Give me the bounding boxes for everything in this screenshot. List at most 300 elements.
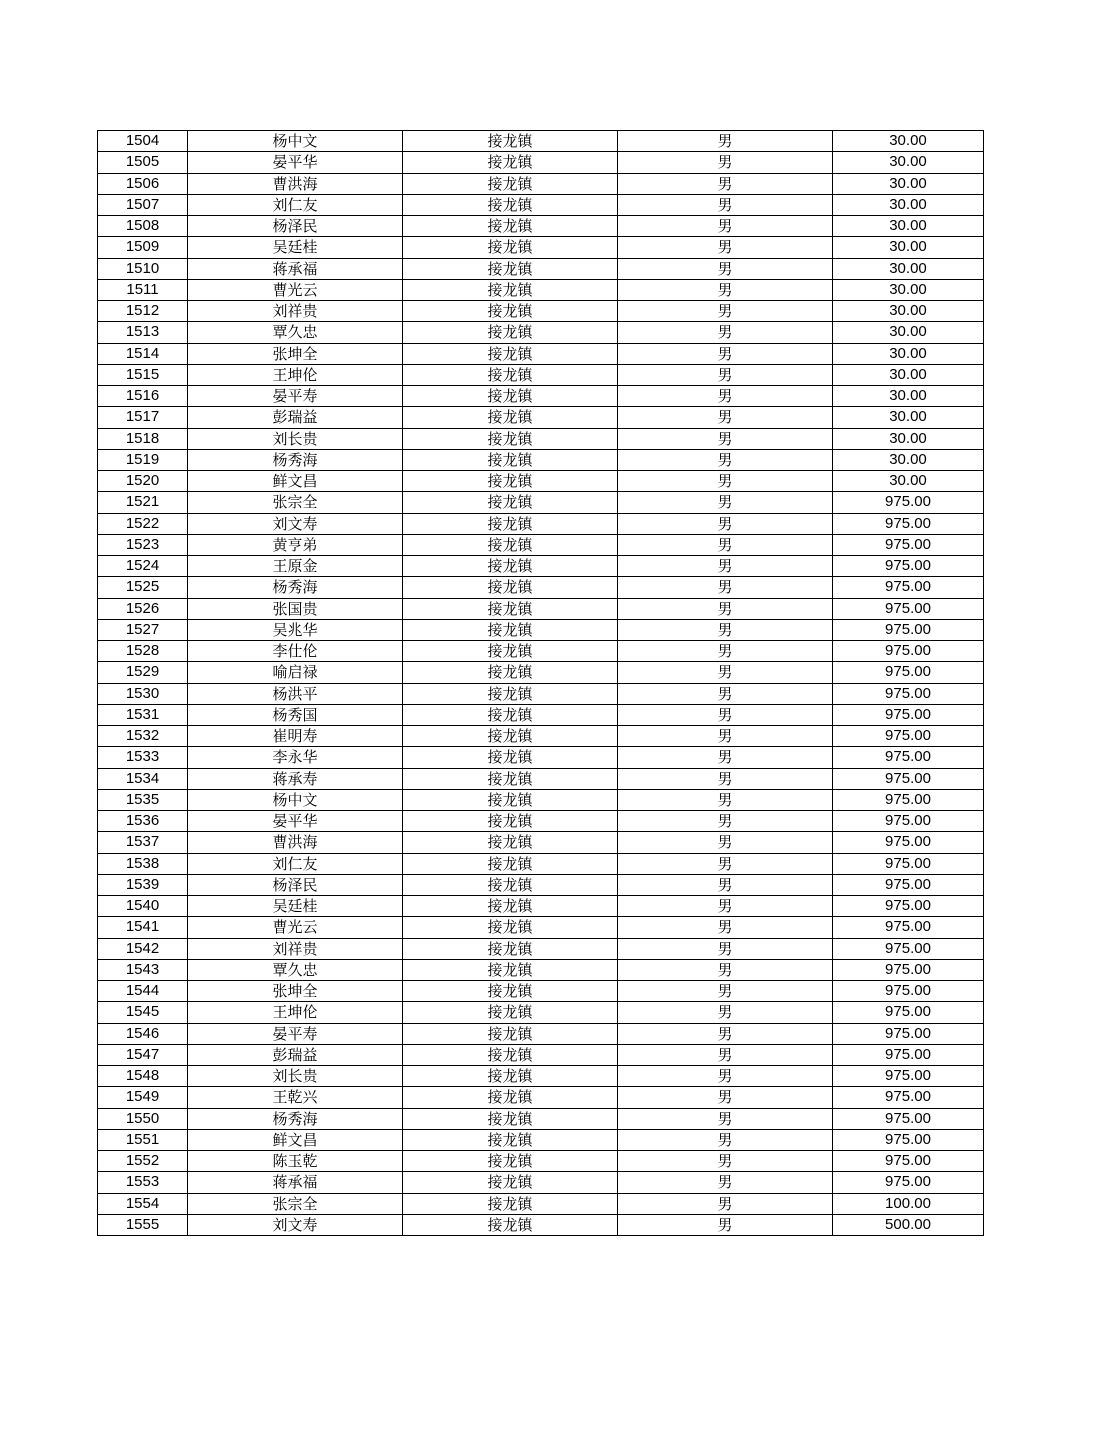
cell-gender: 男 [618,747,833,768]
cell-town: 接龙镇 [403,917,618,938]
table-row [98,279,984,300]
cell-gender: 男 [618,258,833,279]
cell-name: 杨泽民 [188,874,403,895]
cell-town: 接龙镇 [403,1002,618,1023]
cell-id: 1504 [98,131,188,152]
cell-id: 1514 [98,343,188,364]
cell-town: 接龙镇 [403,1214,618,1235]
cell-id: 1531 [98,704,188,725]
cell-id: 1517 [98,407,188,428]
cell-town: 接龙镇 [403,1023,618,1044]
table-row [98,619,984,640]
cell-name: 杨洪平 [188,683,403,704]
cell-gender: 男 [618,683,833,704]
table-row [98,1087,984,1108]
table-row [98,917,984,938]
cell-gender: 男 [618,513,833,534]
cell-id: 1511 [98,279,188,300]
table-row [98,598,984,619]
table-row [98,1044,984,1065]
cell-town: 接龙镇 [403,747,618,768]
cell-id: 1551 [98,1129,188,1150]
table-row [98,471,984,492]
cell-town: 接龙镇 [403,1108,618,1129]
cell-name: 彭瑞益 [188,407,403,428]
cell-town: 接龙镇 [403,1044,618,1065]
cell-id: 1530 [98,683,188,704]
table-row [98,1172,984,1193]
cell-gender: 男 [618,1087,833,1108]
cell-amount: 975.00 [833,619,984,640]
table-row [98,194,984,215]
cell-amount: 975.00 [833,1023,984,1044]
cell-name: 杨秀海 [188,1108,403,1129]
cell-town: 接龙镇 [403,258,618,279]
table-row [98,874,984,895]
cell-amount: 975.00 [833,959,984,980]
table-row [98,513,984,534]
cell-town: 接龙镇 [403,641,618,662]
cell-name: 曹光云 [188,279,403,300]
cell-name: 刘仁友 [188,194,403,215]
cell-town: 接龙镇 [403,662,618,683]
cell-amount: 975.00 [833,513,984,534]
cell-name: 刘仁友 [188,853,403,874]
cell-id: 1522 [98,513,188,534]
cell-amount: 30.00 [833,258,984,279]
cell-gender: 男 [618,1151,833,1172]
cell-amount: 30.00 [833,343,984,364]
cell-id: 1544 [98,981,188,1002]
table-row [98,322,984,343]
table-row [98,1066,984,1087]
cell-gender: 男 [618,301,833,322]
cell-name: 杨秀海 [188,449,403,470]
cell-gender: 男 [618,811,833,832]
cell-amount: 30.00 [833,279,984,300]
table-row [98,577,984,598]
cell-id: 1520 [98,471,188,492]
cell-id: 1541 [98,917,188,938]
cell-amount: 975.00 [833,1108,984,1129]
cell-amount: 975.00 [833,1002,984,1023]
table-row [98,1129,984,1150]
table-row [98,258,984,279]
cell-gender: 男 [618,216,833,237]
cell-id: 1535 [98,789,188,810]
table-row [98,1214,984,1235]
cell-amount: 30.00 [833,471,984,492]
cell-name: 张坤全 [188,981,403,1002]
cell-amount: 975.00 [833,917,984,938]
cell-town: 接龙镇 [403,152,618,173]
cell-amount: 975.00 [833,981,984,1002]
cell-gender: 男 [618,343,833,364]
cell-town: 接龙镇 [403,577,618,598]
cell-name: 刘长贵 [188,1066,403,1087]
cell-gender: 男 [618,1002,833,1023]
cell-gender: 男 [618,173,833,194]
cell-town: 接龙镇 [403,726,618,747]
cell-town: 接龙镇 [403,1172,618,1193]
table-row [98,747,984,768]
cell-gender: 男 [618,322,833,343]
cell-id: 1534 [98,768,188,789]
cell-name: 覃久忠 [188,322,403,343]
cell-gender: 男 [618,938,833,959]
cell-gender: 男 [618,853,833,874]
table-row [98,1023,984,1044]
cell-amount: 975.00 [833,662,984,683]
table-row [98,853,984,874]
cell-id: 1533 [98,747,188,768]
cell-gender: 男 [618,1044,833,1065]
cell-amount: 30.00 [833,237,984,258]
cell-amount: 975.00 [833,1151,984,1172]
cell-gender: 男 [618,449,833,470]
table-row [98,556,984,577]
cell-name: 张国贵 [188,598,403,619]
cell-name: 刘文寿 [188,513,403,534]
cell-town: 接龙镇 [403,237,618,258]
cell-amount: 30.00 [833,322,984,343]
cell-id: 1507 [98,194,188,215]
table-row [98,492,984,513]
cell-id: 1532 [98,726,188,747]
table-row [98,662,984,683]
cell-town: 接龙镇 [403,386,618,407]
cell-gender: 男 [618,959,833,980]
cell-name: 曹洪海 [188,173,403,194]
cell-name: 王坤伦 [188,364,403,385]
cell-amount: 30.00 [833,301,984,322]
table-row [98,789,984,810]
cell-id: 1543 [98,959,188,980]
cell-name: 张宗全 [188,492,403,513]
cell-gender: 男 [618,492,833,513]
cell-gender: 男 [618,577,833,598]
cell-town: 接龙镇 [403,322,618,343]
cell-amount: 30.00 [833,428,984,449]
cell-amount: 30.00 [833,386,984,407]
cell-gender: 男 [618,152,833,173]
table-row [98,981,984,1002]
cell-amount: 975.00 [833,747,984,768]
cell-id: 1555 [98,1214,188,1235]
cell-amount: 975.00 [833,492,984,513]
cell-town: 接龙镇 [403,1066,618,1087]
cell-gender: 男 [618,726,833,747]
cell-town: 接龙镇 [403,279,618,300]
cell-town: 接龙镇 [403,832,618,853]
cell-id: 1548 [98,1066,188,1087]
cell-town: 接龙镇 [403,896,618,917]
cell-town: 接龙镇 [403,1087,618,1108]
table-row [98,832,984,853]
cell-name: 吴廷桂 [188,896,403,917]
cell-name: 喻启禄 [188,662,403,683]
table-row [98,343,984,364]
cell-amount: 975.00 [833,768,984,789]
cell-id: 1505 [98,152,188,173]
cell-id: 1525 [98,577,188,598]
cell-name: 黄亨弟 [188,534,403,555]
cell-id: 1509 [98,237,188,258]
cell-amount: 30.00 [833,364,984,385]
cell-town: 接龙镇 [403,959,618,980]
cell-id: 1540 [98,896,188,917]
cell-name: 张宗全 [188,1193,403,1214]
cell-name: 刘文寿 [188,1214,403,1235]
data-table [97,130,984,1236]
table-row [98,428,984,449]
cell-name: 晏平寿 [188,1023,403,1044]
cell-name: 曹洪海 [188,832,403,853]
cell-gender: 男 [618,428,833,449]
cell-id: 1515 [98,364,188,385]
cell-town: 接龙镇 [403,1129,618,1150]
cell-id: 1521 [98,492,188,513]
cell-town: 接龙镇 [403,301,618,322]
cell-gender: 男 [618,1108,833,1129]
table-row [98,386,984,407]
cell-town: 接龙镇 [403,789,618,810]
table-row [98,938,984,959]
cell-name: 李仕伦 [188,641,403,662]
cell-id: 1547 [98,1044,188,1065]
table-row [98,704,984,725]
cell-name: 晏平华 [188,811,403,832]
cell-amount: 975.00 [833,556,984,577]
table-row [98,683,984,704]
cell-town: 接龙镇 [403,131,618,152]
cell-name: 王坤伦 [188,1002,403,1023]
cell-amount: 975.00 [833,683,984,704]
cell-name: 晏平寿 [188,386,403,407]
cell-name: 蒋承福 [188,1172,403,1193]
cell-town: 接龙镇 [403,981,618,1002]
table-row [98,534,984,555]
cell-amount: 975.00 [833,938,984,959]
cell-amount: 975.00 [833,1129,984,1150]
cell-id: 1553 [98,1172,188,1193]
cell-name: 吴廷桂 [188,237,403,258]
cell-id: 1552 [98,1151,188,1172]
cell-gender: 男 [618,1129,833,1150]
cell-gender: 男 [618,556,833,577]
cell-amount: 975.00 [833,577,984,598]
cell-gender: 男 [618,874,833,895]
cell-id: 1538 [98,853,188,874]
table-row [98,449,984,470]
cell-name: 李永华 [188,747,403,768]
cell-gender: 男 [618,386,833,407]
table-row [98,959,984,980]
cell-gender: 男 [618,1214,833,1235]
cell-id: 1537 [98,832,188,853]
cell-amount: 975.00 [833,641,984,662]
cell-town: 接龙镇 [403,1193,618,1214]
cell-id: 1513 [98,322,188,343]
cell-town: 接龙镇 [403,173,618,194]
cell-amount: 30.00 [833,407,984,428]
table-row [98,641,984,662]
cell-name: 蒋承寿 [188,768,403,789]
cell-town: 接龙镇 [403,492,618,513]
cell-name: 吴兆华 [188,619,403,640]
cell-name: 刘长贵 [188,428,403,449]
cell-town: 接龙镇 [403,598,618,619]
cell-id: 1528 [98,641,188,662]
cell-town: 接龙镇 [403,619,618,640]
table-row [98,1108,984,1129]
cell-name: 杨秀国 [188,704,403,725]
cell-id: 1546 [98,1023,188,1044]
cell-name: 刘祥贵 [188,938,403,959]
table-row [98,237,984,258]
cell-id: 1527 [98,619,188,640]
cell-gender: 男 [618,832,833,853]
cell-name: 杨中文 [188,131,403,152]
cell-id: 1529 [98,662,188,683]
cell-amount: 30.00 [833,173,984,194]
cell-amount: 30.00 [833,449,984,470]
table-row [98,1193,984,1214]
cell-amount: 100.00 [833,1193,984,1214]
cell-id: 1519 [98,449,188,470]
cell-town: 接龙镇 [403,407,618,428]
cell-gender: 男 [618,237,833,258]
cell-name: 鲜文昌 [188,471,403,492]
cell-amount: 975.00 [833,1172,984,1193]
cell-id: 1516 [98,386,188,407]
cell-gender: 男 [618,917,833,938]
cell-id: 1550 [98,1108,188,1129]
cell-amount: 975.00 [833,704,984,725]
cell-gender: 男 [618,279,833,300]
table-row [98,216,984,237]
cell-gender: 男 [618,471,833,492]
cell-amount: 500.00 [833,1214,984,1235]
cell-amount: 975.00 [833,1066,984,1087]
cell-name: 晏平华 [188,152,403,173]
cell-id: 1539 [98,874,188,895]
table-row [98,407,984,428]
cell-town: 接龙镇 [403,811,618,832]
cell-id: 1506 [98,173,188,194]
cell-gender: 男 [618,662,833,683]
cell-name: 曹光云 [188,917,403,938]
table-row [98,364,984,385]
cell-id: 1508 [98,216,188,237]
cell-amount: 975.00 [833,874,984,895]
cell-gender: 男 [618,896,833,917]
cell-amount: 30.00 [833,216,984,237]
cell-town: 接龙镇 [403,364,618,385]
cell-town: 接龙镇 [403,874,618,895]
cell-id: 1523 [98,534,188,555]
table-row [98,301,984,322]
cell-amount: 30.00 [833,194,984,215]
cell-town: 接龙镇 [403,534,618,555]
cell-id: 1512 [98,301,188,322]
cell-id: 1536 [98,811,188,832]
cell-name: 王原金 [188,556,403,577]
cell-town: 接龙镇 [403,556,618,577]
cell-town: 接龙镇 [403,216,618,237]
table-row [98,1151,984,1172]
cell-gender: 男 [618,1193,833,1214]
cell-amount: 975.00 [833,832,984,853]
cell-town: 接龙镇 [403,343,618,364]
cell-name: 覃久忠 [188,959,403,980]
cell-town: 接龙镇 [403,513,618,534]
cell-name: 王乾兴 [188,1087,403,1108]
cell-id: 1554 [98,1193,188,1214]
cell-gender: 男 [618,981,833,1002]
cell-name: 鲜文昌 [188,1129,403,1150]
table-row [98,726,984,747]
cell-amount: 975.00 [833,598,984,619]
cell-gender: 男 [618,194,833,215]
cell-id: 1518 [98,428,188,449]
cell-amount: 975.00 [833,1087,984,1108]
table-row [98,811,984,832]
cell-town: 接龙镇 [403,853,618,874]
cell-town: 接龙镇 [403,768,618,789]
cell-amount: 975.00 [833,1044,984,1065]
cell-id: 1510 [98,258,188,279]
cell-gender: 男 [618,704,833,725]
cell-town: 接龙镇 [403,449,618,470]
cell-gender: 男 [618,789,833,810]
cell-id: 1526 [98,598,188,619]
cell-amount: 975.00 [833,896,984,917]
cell-gender: 男 [618,131,833,152]
cell-town: 接龙镇 [403,683,618,704]
cell-gender: 男 [618,1023,833,1044]
cell-amount: 975.00 [833,811,984,832]
cell-amount: 30.00 [833,131,984,152]
cell-amount: 975.00 [833,789,984,810]
cell-name: 刘祥贵 [188,301,403,322]
table-row [98,1002,984,1023]
cell-gender: 男 [618,534,833,555]
cell-name: 彭瑞益 [188,1044,403,1065]
cell-gender: 男 [618,598,833,619]
cell-town: 接龙镇 [403,1151,618,1172]
table-row [98,896,984,917]
cell-name: 蒋承福 [188,258,403,279]
cell-gender: 男 [618,1172,833,1193]
cell-gender: 男 [618,768,833,789]
cell-amount: 975.00 [833,726,984,747]
cell-id: 1542 [98,938,188,959]
table-row [98,152,984,173]
cell-id: 1549 [98,1087,188,1108]
cell-name: 杨秀海 [188,577,403,598]
cell-amount: 30.00 [833,152,984,173]
cell-name: 陈玉乾 [188,1151,403,1172]
cell-gender: 男 [618,619,833,640]
cell-town: 接龙镇 [403,938,618,959]
table-body [98,131,984,1236]
cell-amount: 975.00 [833,853,984,874]
cell-town: 接龙镇 [403,471,618,492]
cell-id: 1545 [98,1002,188,1023]
cell-gender: 男 [618,364,833,385]
cell-name: 杨泽民 [188,216,403,237]
